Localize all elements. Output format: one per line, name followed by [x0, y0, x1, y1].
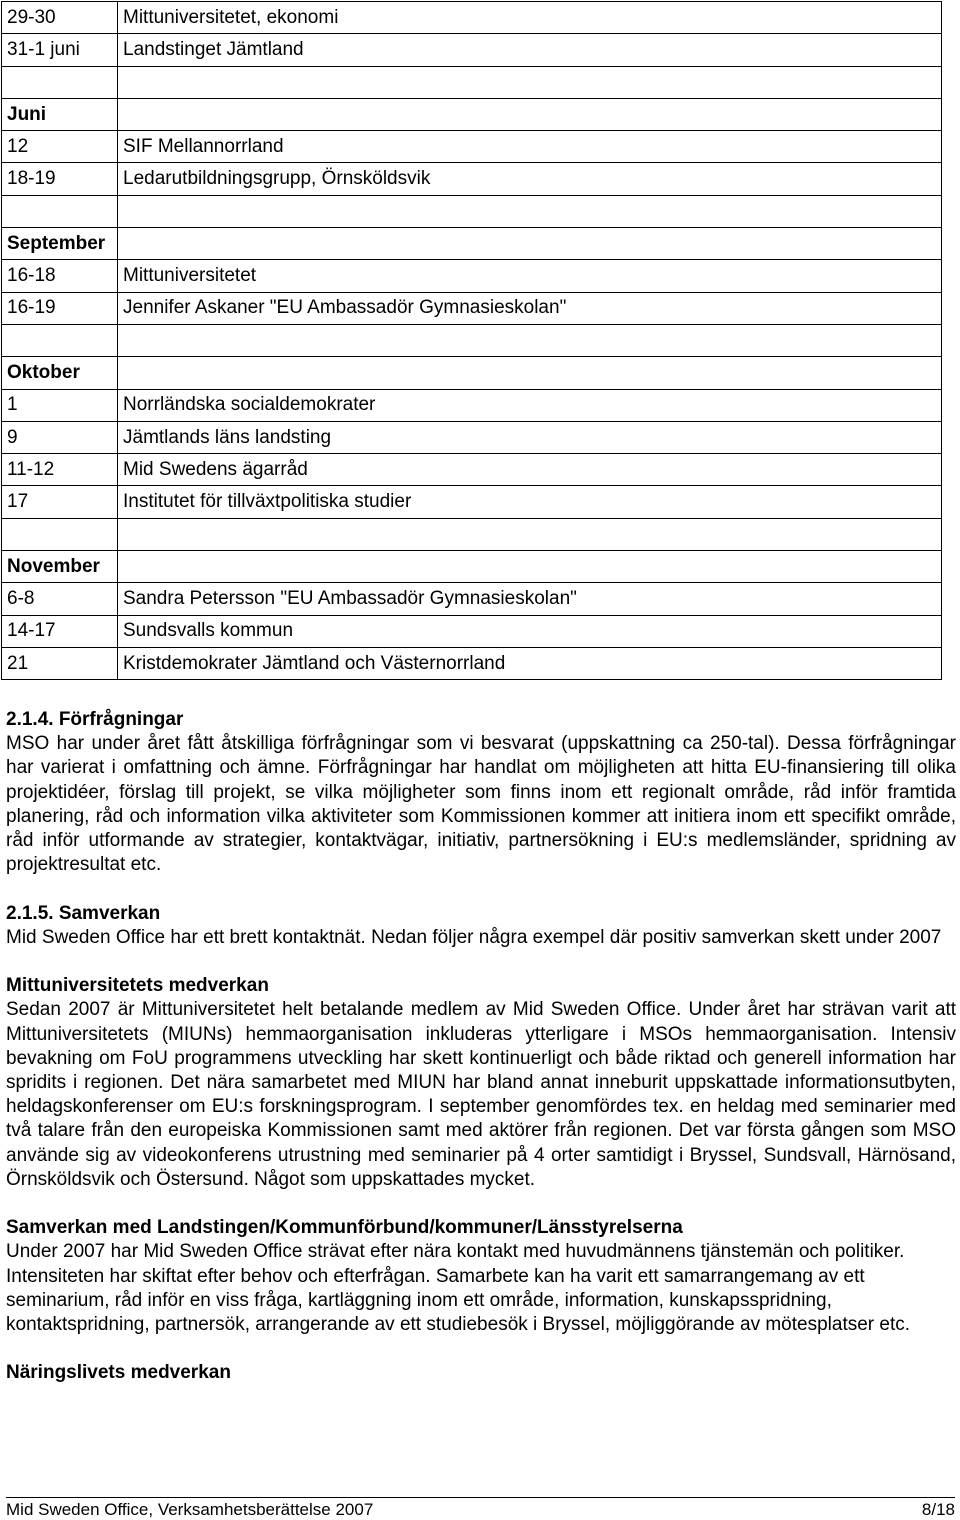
heading-samverkan: 2.1.5. Samverkan [6, 902, 161, 924]
schedule-event: Institutet för tillväxtpolitiska studier [118, 486, 942, 518]
paragraph-landsting: Under 2007 har Mid Sweden Office strävat efter nära kontakt med huvudmännens tjänstemän och politiker. Intensiteten har skiftat efter behov och efterfrågan. Samarbete kan ha varit ett samarrangemang av ett seminarium, råd inför en viss fråga, kartläggning inom ett område, information, kunskapsspridning, kontaktspridning, partnersök, arrangerande av ett studiebesök i Bryssel, möjliggörande av mötesplatser etc. [6, 1241, 911, 1336]
schedule-event: SIF Mellannorrland [118, 131, 942, 163]
schedule-row [2, 647, 942, 679]
schedule-row [2, 2, 942, 34]
paragraph-miun: Sedan 2007 är Mittuniversitetet helt betalande medlem av Mid Sweden Office. Under året har strävan varit att Mittuniversitetets (MIUNs) hemmaorganisation inkluderas ytterligare i MSOs hemmaorganisation. Intensiv bevakning om FoU programmens utveckling har skett kontinuerligt och både riktad och generell information har spridits i regionen. Det nära samarbetet med MIUN har bland annat inneburit uppskattade informationsutbyten, heldagskonferenser om EU:s forskningsprogram. I september genomfördes tex. en heldag med seminarier med två talare från den europeiska Kommissionen samt med aktörer från regionen. Det var första gången som MSO använde sig av videokonferens utrustning med seminarier på 4 orter samtidigt i Bryssel, Sundsvall, Härnösand, Örnsköldsvik och Östersund. Något som uppskattades mycket. [6, 999, 956, 1190]
schedule-date: 16-19 [2, 292, 118, 324]
schedule-date [2, 324, 118, 356]
schedule-date: 16-18 [2, 260, 118, 292]
schedule-row [2, 66, 942, 98]
schedule-date: Oktober [2, 357, 118, 389]
heading-miun: Mittuniversitetets medverkan [6, 975, 269, 997]
schedule-event [118, 518, 942, 550]
schedule-event: Jennifer Askaner "EU Ambassadör Gymnasieskolan" [118, 292, 942, 324]
page-footer [6, 1497, 955, 1519]
schedule-date [2, 66, 118, 98]
schedule-event: Sandra Petersson "EU Ambassadör Gymnasieskolan" [118, 583, 942, 615]
schedule-event [118, 228, 942, 260]
schedule-row [2, 163, 942, 195]
schedule-row [2, 421, 942, 453]
schedule-date: 12 [2, 131, 118, 163]
schedule-event [118, 551, 942, 583]
schedule-date [2, 195, 118, 227]
schedule-date: 21 [2, 647, 118, 679]
schedule-date: 6-8 [2, 583, 118, 615]
document-body [6, 708, 956, 1386]
schedule-event [118, 195, 942, 227]
schedule-row [2, 454, 942, 486]
schedule-row [2, 98, 942, 130]
schedule-body [2, 2, 942, 680]
schedule-event: Norrländska socialdemokrater [118, 389, 942, 421]
schedule-date [2, 518, 118, 550]
schedule-row [2, 551, 942, 583]
schedule-row [2, 389, 942, 421]
schedule-date: September [2, 228, 118, 260]
heading-landsting: Samverkan med Landstingen/Kommunförbund/kommuner/Länsstyrelserna [6, 1217, 683, 1239]
schedule-row [2, 486, 942, 518]
schedule-event: Kristdemokrater Jämtland och Västernorrland [118, 647, 942, 679]
schedule-row [2, 324, 942, 356]
schedule-row [2, 292, 942, 324]
schedule-date: 1 [2, 389, 118, 421]
schedule-date: November [2, 551, 118, 583]
schedule-row [2, 260, 942, 292]
schedule-date: 18-19 [2, 163, 118, 195]
schedule-date: 17 [2, 486, 118, 518]
schedule-table [1, 1, 942, 680]
schedule-row [2, 228, 942, 260]
paragraph-forfragningar: MSO har under året fått åtskilliga förfrågningar som vi besvarat (uppskattning ca 250-tal). Dessa förfrågningar har varierat i omfattning och ämne. Förfrågningar har handlat om möjligheten att hitta EU-finansiering till olika projektidéer, förslag till projekt, se vilka möjligheter som finns inom ett regionalt område, råd inför framtida planering, råd och information vilka aktiviteter som Kommissionen kommer att initiera inom ett specifikt område, råd inför utformande av strategier, kontaktvägar, initiativ, partnersökning i EU:s medlemsländer, spridning av projektresultat etc. [6, 733, 956, 876]
schedule-row [2, 131, 942, 163]
schedule-event: Landstinget Jämtland [118, 34, 942, 66]
schedule-row [2, 195, 942, 227]
schedule-row [2, 615, 942, 647]
schedule-row [2, 357, 942, 389]
footer-title: Mid Sweden Office, Verksamhetsberättelse 2007 [6, 1500, 374, 1519]
schedule-event: Sundsvalls kommun [118, 615, 942, 647]
schedule-date: 14-17 [2, 615, 118, 647]
schedule-row [2, 583, 942, 615]
page-number: 8/18 [921, 1500, 955, 1519]
schedule-date: 29-30 [2, 2, 118, 34]
schedule-event: Mittuniversitetet [118, 260, 942, 292]
schedule-event [118, 324, 942, 356]
schedule-date: 11-12 [2, 454, 118, 486]
heading-forfragningar: 2.1.4. Förfrågningar [6, 709, 184, 730]
schedule-event [118, 357, 942, 389]
schedule-event [118, 98, 942, 130]
schedule-row [2, 518, 942, 550]
schedule-date: Juni [2, 98, 118, 130]
schedule-date: 9 [2, 421, 118, 453]
schedule-event: Jämtlands läns landsting [118, 421, 942, 453]
schedule-event: Mid Swedens ägarråd [118, 454, 942, 486]
schedule-event [118, 66, 942, 98]
schedule-event: Mittuniversitetet, ekonomi [118, 2, 942, 34]
paragraph-samverkan: Mid Sweden Office har ett brett kontaktnät. Nedan följer några exempel där positiv samverkan skett under 2007 [6, 926, 942, 948]
schedule-date: 31-1 juni [2, 34, 118, 66]
schedule-event: Ledarutbildningsgrupp, Örnsköldsvik [118, 163, 942, 195]
schedule-row [2, 34, 942, 66]
heading-naringsliv: Näringslivets medverkan [6, 1362, 231, 1384]
